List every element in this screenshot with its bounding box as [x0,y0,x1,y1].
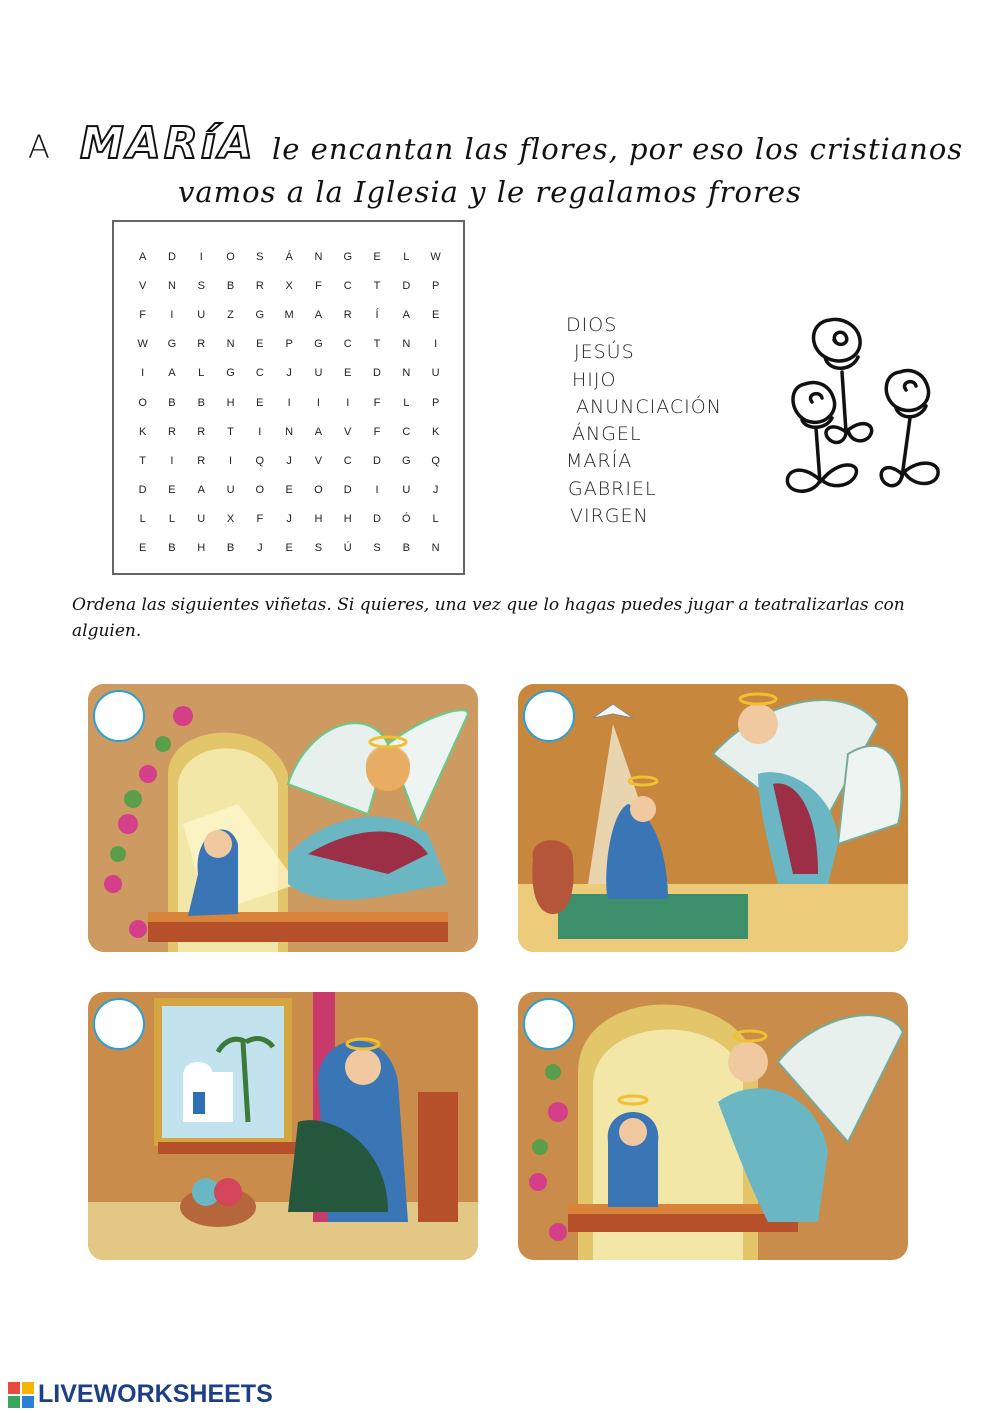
grid-cell[interactable]: T [227,425,234,438]
grid-cell[interactable]: J [286,367,292,380]
order-number-input[interactable] [93,998,145,1050]
grid-cell[interactable]: R [255,279,264,292]
grid-cell[interactable]: R [197,454,206,467]
grid-cell[interactable]: I [434,338,438,351]
nazareth-scene-3 [88,992,478,1260]
grid-cell[interactable]: J [432,484,439,497]
liveworksheets-logo-icon [8,1382,34,1408]
order-number-input[interactable] [523,998,575,1050]
grid-cell[interactable]: J [286,454,292,467]
order-number-input[interactable] [523,690,575,742]
grid-cell[interactable]: T [373,338,381,351]
grid-cell[interactable]: I [287,396,291,409]
grid-cell[interactable]: Í [375,308,379,321]
title-prefix: A [28,128,50,166]
grid-cell[interactable]: C [343,454,352,467]
word-list-item: JESÚS [574,341,635,363]
grid-cell[interactable]: K [431,425,440,438]
grid-cell[interactable]: B [168,542,176,555]
grid-cell[interactable]: O [255,484,265,497]
grid-cell[interactable]: D [167,250,176,263]
footer-brand [8,1380,273,1409]
grid-cell[interactable]: A [197,484,205,497]
grid-row [128,446,450,475]
grid-cell[interactable]: P [431,279,440,292]
title-line1: le encantan las flores, por eso los cristianos [272,132,964,166]
grid-cell[interactable]: O [314,484,323,497]
grid-cell[interactable]: L [168,513,175,526]
grid-cell[interactable]: E [138,542,147,555]
title-line2: vamos a la Iglesia y le regalamos frores [178,175,802,209]
grid-cell[interactable]: A [168,367,176,380]
grid-cell[interactable]: E [373,250,381,263]
grid-row [128,242,450,271]
grid-cell[interactable]: Ú [343,542,352,555]
instructions-text: Ordena las siguientes viñetas. Si quieres, una vez que lo hagas puedes jugar a teatralizarlas con alguien. [72,595,905,641]
grid-cell[interactable]: R [197,338,206,351]
grid-cell[interactable]: N [314,250,323,263]
grid-cell[interactable]: E [285,542,293,555]
annunciation-scene-2 [518,684,908,952]
grid-cell[interactable]: S [256,250,264,263]
grid-cell[interactable]: F [315,279,322,292]
grid-cell[interactable]: C [402,425,411,438]
grid-cell[interactable]: U [197,308,206,321]
grid-cell[interactable]: F [139,308,147,321]
footer-brand-text: LIVEWORKSHEETS [38,1380,273,1408]
title-name-maria: MARíA [80,118,256,169]
grid-cell[interactable]: R [167,425,176,438]
grid-cell[interactable]: P [431,396,440,409]
grid-cell[interactable]: H [343,513,352,526]
grid-cell[interactable]: C [343,338,352,351]
grid-cell[interactable]: A [314,308,323,321]
grid-cell[interactable]: G [226,367,235,380]
grid-cell[interactable]: T [139,454,147,467]
vignette-panel-2 [518,684,908,952]
grid-cell[interactable]: G [255,308,265,321]
grid-cell[interactable]: N [167,279,176,292]
grid-row [128,330,450,359]
grid-cell[interactable]: A [402,308,410,321]
grid-cell[interactable]: G [343,250,352,263]
grid-cell[interactable]: Á [285,250,293,263]
grid-cell[interactable]: E [256,338,264,351]
word-list-item: ÁNGEL [572,423,642,445]
grid-cell[interactable]: V [344,425,352,438]
grid-cell[interactable]: F [373,396,381,409]
word-list-item: HIJO [572,369,617,391]
grid-cell[interactable]: I [229,454,233,467]
grid-cell[interactable]: Q [431,454,440,467]
annunciation-scene-1 [88,684,478,952]
grid-cell[interactable]: D [373,454,381,467]
grid-cell[interactable]: L [198,367,205,380]
grid-cell[interactable]: E [285,484,293,497]
grid-cell[interactable]: U [431,367,440,380]
grid-cell[interactable]: D [373,367,381,380]
grid-cell[interactable]: Q [255,454,265,467]
word-list-item: VIRGEN [570,505,649,527]
grid-cell[interactable]: S [314,542,323,555]
grid-cell[interactable]: N [431,542,440,555]
word-list-item: GABRIEL [568,478,657,500]
grid-cell[interactable]: Ó [402,513,411,526]
grid-row [128,505,450,534]
order-number-input[interactable] [93,690,145,742]
grid-row [128,417,450,446]
grid-cell[interactable]: O [138,396,147,409]
grid-cell[interactable]: B [226,279,235,292]
grid-cell[interactable]: D [343,484,352,497]
grid-cell[interactable]: E [168,484,176,497]
grid-cell[interactable]: D [373,513,381,526]
grid-cell[interactable]: M [284,308,294,321]
grid-cell[interactable]: C [255,367,264,380]
grid-row [128,534,450,563]
grid-cell[interactable]: V [314,454,323,467]
grid-row [128,388,450,417]
grid-cell[interactable]: W [137,338,148,351]
grid-cell[interactable]: N [226,338,235,351]
roses-drawing [780,312,950,502]
grid-cell[interactable]: B [197,396,205,409]
grid-cell[interactable]: H [197,542,206,555]
grid-cell[interactable]: I [141,367,145,380]
grid-cell[interactable]: I [170,308,174,321]
grid-cell[interactable]: U [197,513,206,526]
grid-cell[interactable]: E [344,367,352,380]
grid-cell[interactable]: I [316,396,320,409]
grid-cell[interactable]: O [226,250,235,263]
grid-cell[interactable]: G [402,454,411,467]
vignette-panel-4 [518,992,908,1260]
grid-cell[interactable]: U [402,484,411,497]
grid-cell[interactable]: D [402,279,411,292]
grid-cell[interactable]: Z [227,308,234,321]
grid-cell[interactable]: S [373,542,381,555]
grid-cell[interactable]: R [343,308,352,321]
grid-cell[interactable]: B [402,542,410,555]
annunciation-scene-4 [518,992,908,1260]
grid-cell[interactable]: I [346,396,350,409]
grid-cell[interactable]: U [226,484,235,497]
grid-cell[interactable]: L [432,513,439,526]
grid-cell[interactable]: E [256,396,264,409]
grid-cell[interactable]: E [431,308,440,321]
grid-cell[interactable]: P [285,338,293,351]
grid-cell[interactable]: B [168,396,176,409]
grid-cell[interactable]: F [373,425,381,438]
grid-cell[interactable]: R [197,425,206,438]
grid-cell[interactable]: S [197,279,205,292]
word-list-item: DIOS [566,314,618,336]
grid-cell[interactable]: I [375,484,379,497]
grid-cell[interactable]: N [402,338,411,351]
grid-cell[interactable]: X [285,279,293,292]
grid-cell[interactable]: C [343,279,352,292]
grid-cell[interactable]: F [256,513,264,526]
vignette-panel-1 [88,684,478,952]
grid-cell[interactable]: A [314,425,323,438]
grid-cell[interactable]: L [139,513,146,526]
grid-cell[interactable]: A [138,250,147,263]
grid-cell[interactable]: K [138,425,147,438]
grid-cell[interactable]: J [257,542,263,555]
word-list-item: ANUNCIACIÓN [576,396,722,418]
grid-cell[interactable]: N [402,367,411,380]
grid-cell[interactable]: I [170,454,174,467]
grid-row [128,359,450,388]
grid-cell[interactable]: N [285,425,294,438]
grid-cell[interactable]: L [403,250,410,263]
grid-cell[interactable]: U [314,367,323,380]
grid-cell[interactable]: D [138,484,147,497]
grid-cell[interactable]: B [226,542,235,555]
grid-cell[interactable]: J [286,513,292,526]
grid-cell[interactable]: H [226,396,235,409]
grid-cell[interactable]: I [199,250,203,263]
grid-cell[interactable]: V [138,279,147,292]
grid-cell[interactable]: W [430,250,441,263]
grid-cell[interactable]: H [314,513,323,526]
grid-cell[interactable]: I [258,425,262,438]
grid-cell[interactable]: T [373,279,381,292]
grid-row [128,476,450,505]
grid-cell[interactable]: X [226,513,235,526]
grid-row [128,271,450,300]
grid-cell[interactable]: L [403,396,410,409]
grid-cell[interactable]: G [167,338,177,351]
grid-cell[interactable]: G [314,338,323,351]
word-list-item: MARÍA [566,450,633,472]
vignette-panel-3 [88,992,478,1260]
word-search-grid [128,242,450,563]
word-search-box [112,220,465,575]
grid-row [128,300,450,329]
